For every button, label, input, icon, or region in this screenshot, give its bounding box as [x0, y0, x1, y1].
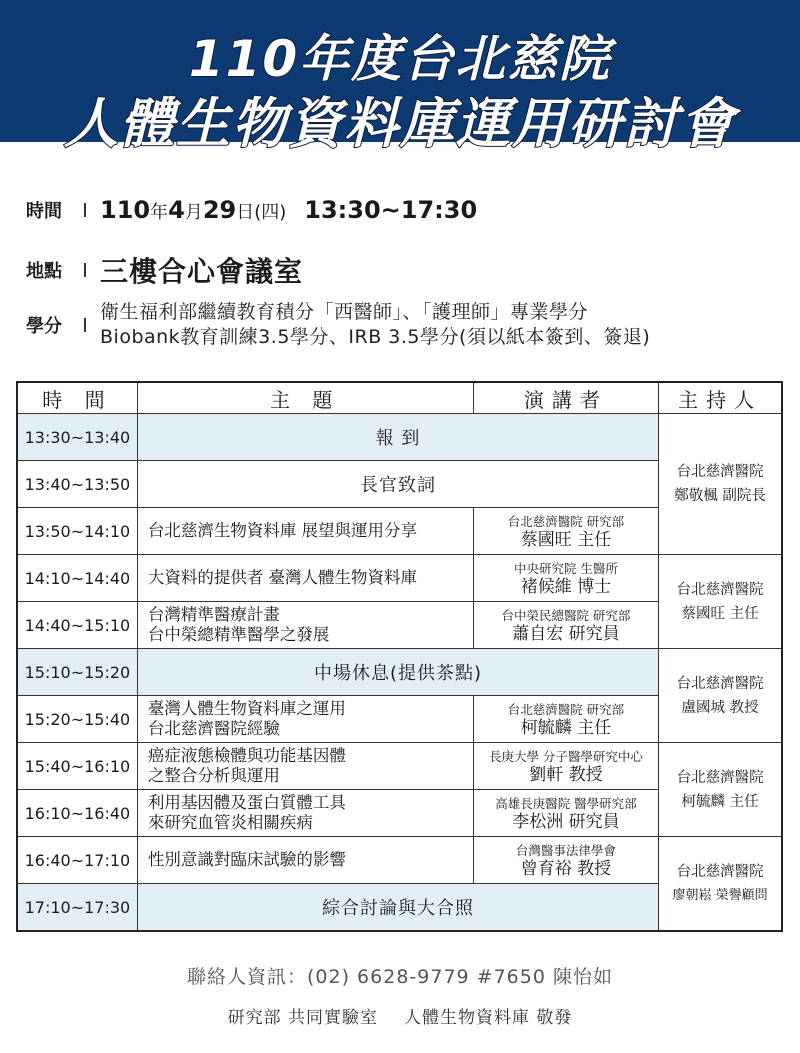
- session-topic: 性別意識對臨床試驗的影響: [137, 837, 473, 884]
- location-row: [26, 250, 303, 290]
- table-row: [17, 743, 782, 790]
- speaker-cell: 長庚大學 分子醫學研究中心 劉軒 教授: [473, 743, 658, 790]
- session-time: 14:40~15:10: [17, 602, 137, 649]
- table-header-row: [17, 382, 782, 414]
- event-time-range: 13:30~17:30: [304, 196, 478, 224]
- session-time: 15:20~15:40: [17, 696, 137, 743]
- event-date: 110年4月29日(四): [100, 196, 287, 224]
- credit-line-2: Biobank教育訓練3.5學分、IRB 3.5學分(須以紙本簽到、簽退): [100, 326, 651, 348]
- session-topic: 報 到: [137, 414, 658, 461]
- credit-line-1: 衛生福利部繼續教育積分「西醫師」、「護理師」專業學分: [100, 301, 589, 323]
- event-location: 三樓合心會議室: [100, 255, 304, 288]
- session-topic: 長官致詞: [137, 461, 658, 508]
- session-time: 13:50~14:10: [17, 508, 137, 555]
- location-label: 地點: [26, 261, 62, 282]
- organizer-info: [0, 1003, 800, 1028]
- table-row: [17, 555, 782, 602]
- session-time: 14:10~14:40: [17, 555, 137, 602]
- table-row: [17, 649, 782, 696]
- speaker-cell: 台北慈濟醫院 研究部 柯毓麟 主任: [473, 696, 658, 743]
- table-row: [17, 837, 782, 884]
- schedule-table: [16, 381, 783, 932]
- label-divider: [84, 203, 86, 217]
- session-topic: 臺灣人體生物資料庫之運用 台北慈濟醫院經驗: [137, 696, 473, 743]
- session-time: 16:10~16:40: [17, 790, 137, 837]
- event-title: [0, 28, 800, 158]
- session-time: 15:10~15:20: [17, 649, 137, 696]
- session-time: 13:40~13:50: [17, 461, 137, 508]
- session-time: 15:40~16:10: [17, 743, 137, 790]
- credit-label: 學分: [26, 316, 62, 337]
- session-time: 13:30~13:40: [17, 414, 137, 461]
- session-topic: 台北慈濟生物資料庫 展望與運用分享: [137, 508, 473, 555]
- organizer-1: 研究部 共同實驗室: [227, 1008, 378, 1028]
- host-cell: 台北慈濟醫院 廖朝崧 榮譽顧問: [659, 837, 782, 932]
- header-time: 時 間: [17, 382, 137, 414]
- title-line-1: 110年度台北慈院: [188, 30, 612, 88]
- organizer-2: 人體生物資料庫 敬發: [404, 1008, 573, 1028]
- label-divider: [84, 318, 86, 332]
- session-topic: 綜合討論與大合照: [137, 884, 658, 932]
- speaker-cell: 台北慈濟醫院 研究部 蔡國旺 主任: [473, 508, 658, 555]
- speaker-cell: 台中榮民總醫院 研究部 蕭自宏 研究員: [473, 602, 658, 649]
- session-time: 17:10~17:30: [17, 884, 137, 932]
- session-topic: 利用基因體及蛋白質體工具 來研究血管炎相關疾病: [137, 790, 473, 837]
- credit-text: [100, 300, 650, 350]
- title-line-2: 人體生物資料庫運用研討會: [64, 92, 736, 155]
- time-row: [26, 196, 477, 224]
- label-divider: [84, 263, 86, 277]
- session-topic: 台灣精準醫療計畫 台中榮總精準醫學之發展: [137, 602, 473, 649]
- host-cell: 台北慈濟醫院 蔡國旺 主任: [659, 555, 782, 649]
- header-host: 主持人: [659, 382, 782, 414]
- session-time: 16:40~17:10: [17, 837, 137, 884]
- session-topic: 大資料的提供者 臺灣人體生物資料庫: [137, 555, 473, 602]
- speaker-cell: 高雄長庚醫院 醫學研究部 李松洲 研究員: [473, 790, 658, 837]
- header-speaker: 演講者: [473, 382, 658, 414]
- contact-info: 聯絡人資訊：(02) 6628-9779 #7650 陳怡如: [187, 966, 613, 988]
- credit-row: [26, 300, 650, 350]
- host-cell: 台北慈濟醫院 鄭敬楓 副院長: [659, 414, 782, 555]
- table-row: [17, 414, 782, 461]
- session-topic: 中場休息(提供茶點): [137, 649, 658, 696]
- session-topic: 癌症液態檢體與功能基因體 之整合分析與運用: [137, 743, 473, 790]
- host-cell: 台北慈濟醫院 盧國城 教授: [659, 649, 782, 743]
- host-cell: 台北慈濟醫院 柯毓麟 主任: [659, 743, 782, 837]
- header-topic: 主 題: [137, 382, 473, 414]
- speaker-cell: 中央研究院 生醫所 褚候維 博士: [473, 555, 658, 602]
- time-label: 時間: [26, 201, 62, 222]
- speaker-cell: 台灣醫事法律學會 曾育裕 教授: [473, 837, 658, 884]
